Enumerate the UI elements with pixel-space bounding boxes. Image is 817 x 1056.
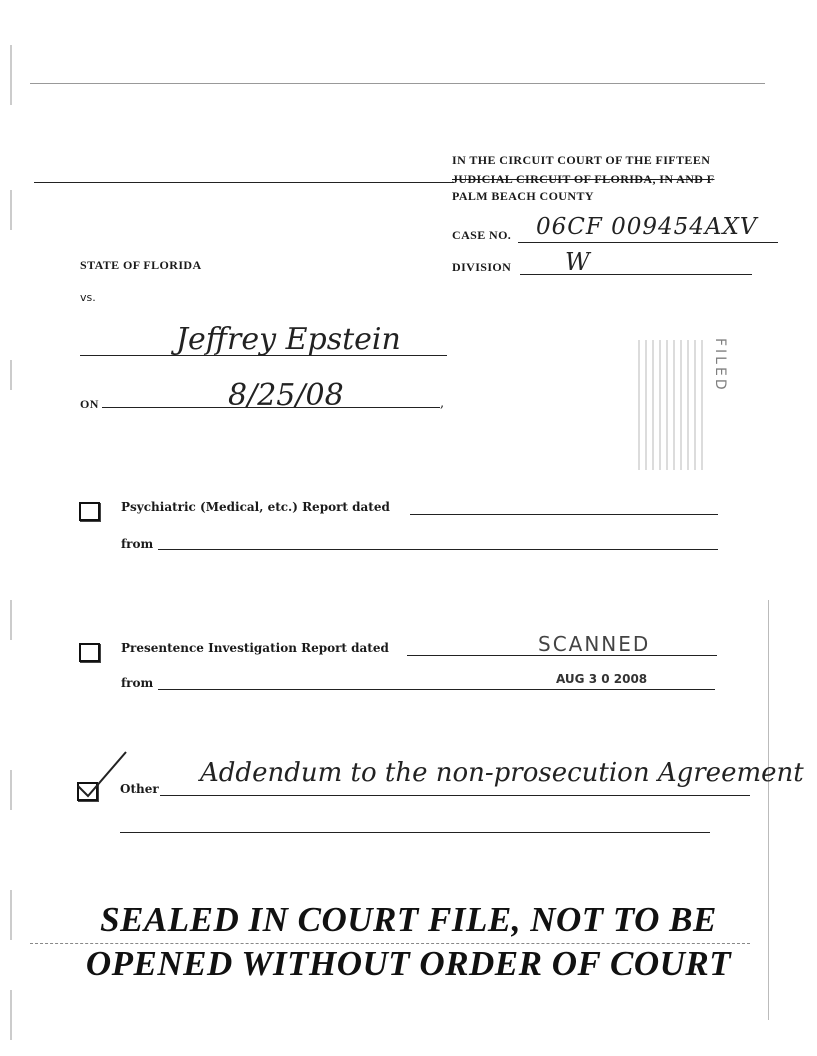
top-rule xyxy=(30,83,765,84)
division-label: DIVISION xyxy=(452,260,512,274)
sealed-notice-line1: SEALED IN COURT FILE, NOT TO BE xyxy=(100,900,717,939)
scan-margin-mark xyxy=(10,360,12,390)
other-value: Addendum to the non-prosecution Agreement xyxy=(200,758,804,788)
filed-stamp-text: FILED xyxy=(712,338,728,393)
presentence-checkbox[interactable] xyxy=(79,643,100,662)
sealed-notice-line2: OPENED WITHOUT ORDER OF COURT xyxy=(85,944,732,983)
presentence-from-label: from xyxy=(121,676,154,690)
plaintiff: STATE OF FLORIDA xyxy=(80,258,202,272)
division-line xyxy=(520,274,752,275)
scan-margin-mark xyxy=(10,770,12,810)
scanned-stamp: SCANNED xyxy=(538,632,651,656)
psychiatric-label: Psychiatric (Medical, etc.) Report dated xyxy=(121,500,390,514)
psychiatric-checkbox[interactable] xyxy=(79,502,100,521)
vs-label: vs. xyxy=(80,291,96,304)
case-no-value: 06CF 009454AXV xyxy=(536,214,758,240)
scan-margin-mark xyxy=(10,45,12,105)
date-value: 8/25/08 xyxy=(228,378,344,413)
scanned-date: AUG 3 0 2008 xyxy=(556,672,648,686)
on-label: ON xyxy=(80,397,99,411)
other-label: Other xyxy=(120,782,159,796)
psychiatric-from-label: from xyxy=(121,537,154,551)
court-line-1: IN THE CIRCUIT COURT OF THE FIFTEEN xyxy=(452,153,711,167)
date-comma: , xyxy=(440,396,445,411)
other-line-2 xyxy=(120,832,710,833)
court-line-3: PALM BEACH COUNTY xyxy=(452,189,594,203)
case-no-line xyxy=(518,242,778,243)
scan-margin-mark xyxy=(10,990,12,1040)
presentence-from-line xyxy=(158,689,715,690)
presentence-label: Presentence Investigation Report dated xyxy=(121,641,389,655)
header-rule xyxy=(34,182,454,183)
filed-stamp xyxy=(608,330,758,480)
defendant-name: Jeffrey Epstein xyxy=(176,322,401,357)
case-no-label: CASE NO. xyxy=(452,228,512,242)
scan-margin-mark xyxy=(10,190,12,230)
psychiatric-from-line xyxy=(158,549,718,550)
court-line-2: JUDICIAL CIRCUIT OF FLORIDA, IN AND F xyxy=(452,172,715,186)
psychiatric-date-line xyxy=(410,514,718,515)
scan-margin-mark xyxy=(10,600,12,640)
division-value: W xyxy=(565,248,590,276)
other-line xyxy=(160,795,750,796)
